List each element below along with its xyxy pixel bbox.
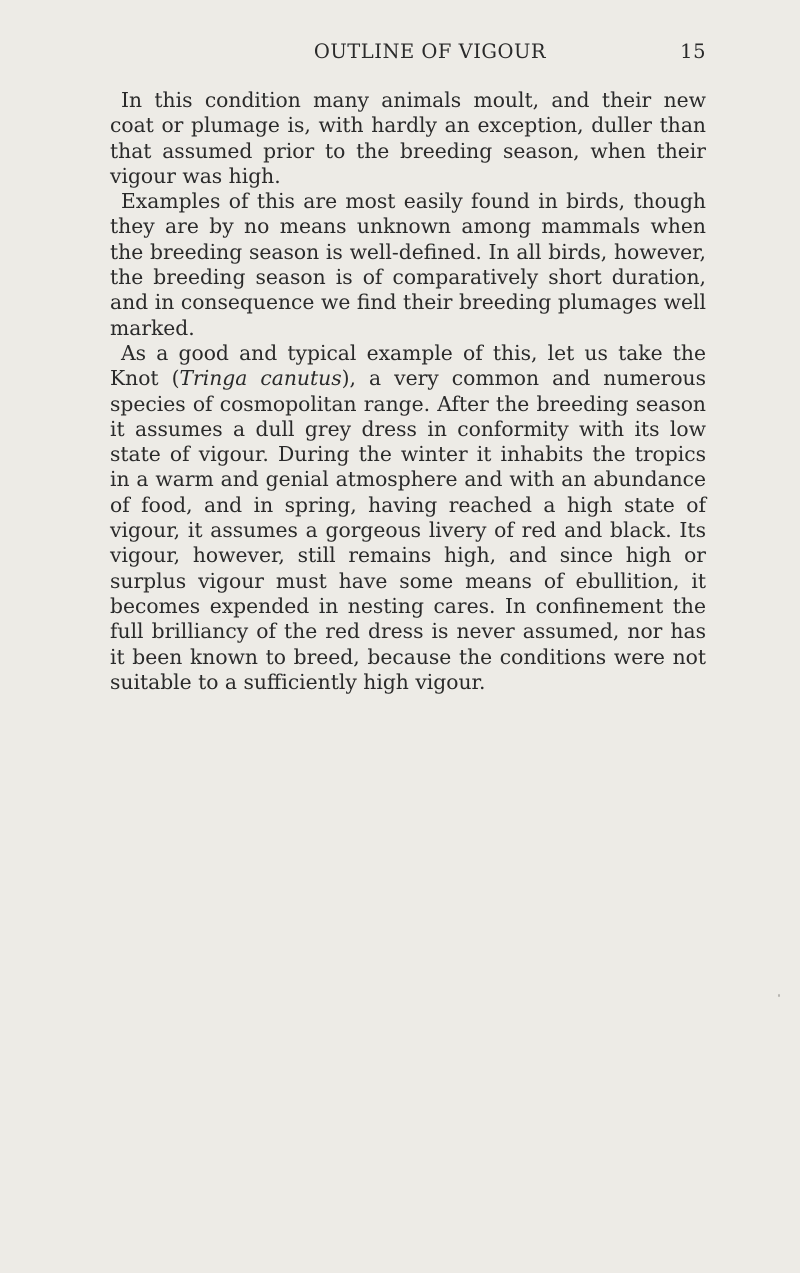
running-title: OUTLINE OF VIGOUR bbox=[313, 40, 547, 63]
species-name: Tringa canutus bbox=[179, 366, 342, 391]
running-head bbox=[108, 40, 706, 68]
page-number: 15 bbox=[680, 40, 706, 63]
paragraph-3 bbox=[110, 341, 706, 695]
paragraph-3-text-before: As a good and typical example of this, let us take the Knot ( bbox=[110, 340, 706, 391]
paragraph-2: Examples of this are most easily found in birds, though they are by no means unknown among mammals when the breeding season is well-defined. In all birds, however, the breeding season is of comparatively short duration, and in consequence we find their breeding plumages well marked. bbox=[110, 189, 706, 340]
paper-speck bbox=[778, 994, 780, 997]
paragraph-1: In this condition many animals moult, and their new coat or plumage is, with hardly an exception, duller than that assumed prior to the breeding season, when their vigour was high. bbox=[110, 88, 706, 188]
body-text bbox=[110, 88, 706, 695]
paragraph-3-text-after: ), a very common and numerous species of cosmopolitan range. After the breeding season it assumes a dull grey dress in conformity with its low state of vigour. During the winter it inhabits the tropics in a warm and genial atmosphere and with an abundance of food, and in spring, having reached a high state of vigour, it assumes a gorgeous livery of red and black. Its vigour, however, still remains high, and since high or surplus vigour must have some means of ebullition, it becomes expended in nesting cares. In confinement the full brilliancy of the red dress is never assumed, nor has it been known to breed, because the conditions were not suitable to a sufficiently high vigour. bbox=[110, 366, 706, 694]
